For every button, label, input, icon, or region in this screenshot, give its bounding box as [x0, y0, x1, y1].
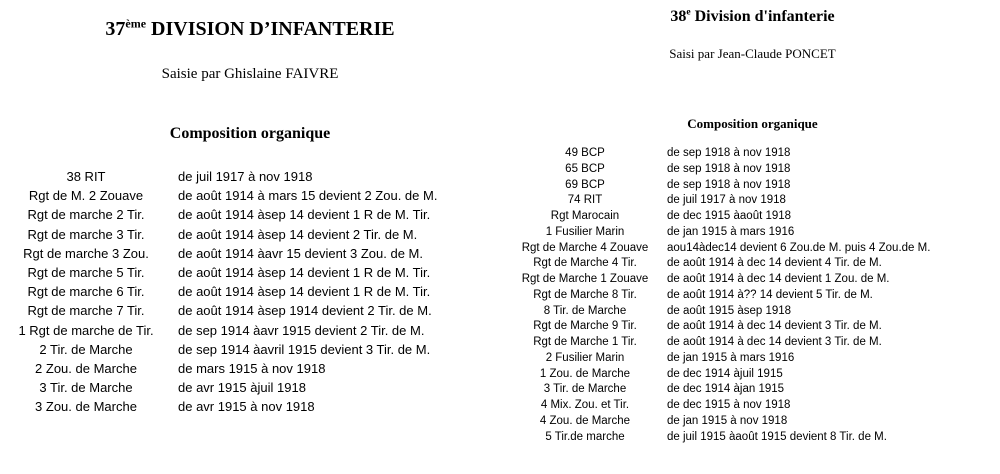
unit-name: 1 Fusilier Marin: [545, 225, 625, 238]
division-37-section-title: Composition organique: [169, 125, 331, 142]
division-37-title: [0, 18, 500, 41]
unit-name: Rgt de Marche 8 Tir.: [533, 288, 637, 301]
unit-period: de avr 1915 àjuil 1918: [178, 380, 306, 396]
unit-period: de jan 1915 à mars 1916: [667, 351, 795, 364]
unit-period: de mars 1915 à nov 1918: [178, 360, 326, 376]
title-text: DIVISION D’INFANTERIE: [146, 18, 395, 40]
title-ordinal-suffix: ème: [125, 16, 147, 31]
unit-name: Rgt de marche 3 Zou.: [23, 245, 149, 261]
division-37-author: Saisie par Ghislaine FAIVRE: [161, 66, 339, 82]
unit-period: de août 1914 à?? 14 devient 5 Tir. de M.: [667, 288, 873, 301]
unit-name: 1 Zou. de Marche: [539, 367, 631, 380]
unit-name: Rgt de marche 6 Tir.: [27, 284, 145, 300]
division-38-document: [505, 0, 1000, 474]
unit-name: Rgt de marche 2 Tir.: [27, 207, 145, 223]
title-number: 38: [670, 8, 687, 25]
unit-name: 3 Tir. de Marche: [39, 380, 133, 396]
unit-name: 69 BCP: [565, 178, 605, 191]
unit-period: de août 1914 àavr 15 devient 3 Zou. de M.: [178, 245, 424, 261]
unit-name: Rgt de M. 2 Zouave: [28, 188, 144, 204]
unit-name: 2 Tir. de Marche: [39, 341, 133, 357]
unit-period: de avr 1915 à nov 1918: [178, 399, 315, 415]
title-number: 37: [105, 18, 126, 40]
unit-name: 4 Mix. Zou. et Tir.: [540, 399, 630, 411]
unit-period: de juil 1915 àaoût 1915 devient 8 Tir. de M.: [667, 430, 887, 443]
unit-name: Rgt de marche 5 Tir.: [27, 264, 145, 280]
unit-period: de dec 1915 àaoût 1918: [667, 210, 792, 222]
unit-period: de sep 1918 à nov 1918: [667, 178, 791, 191]
title-text: Division d'infanterie: [690, 8, 835, 25]
unit-period: de sep 1914 àavr 1915 devient 2 Tir. de M.: [178, 322, 425, 338]
unit-period: de août 1914 àsep 14 devient 2 Tir. de M.: [178, 226, 418, 242]
unit-name: 3 Tir. de Marche: [543, 383, 627, 396]
unit-name: 2 Fusilier Marin: [545, 351, 625, 364]
unit-name: 4 Zou. de Marche: [539, 414, 631, 427]
unit-name: 8 Tir. de Marche: [543, 304, 627, 317]
unit-name: 2 Zou. de Marche: [35, 360, 137, 376]
unit-period: de dec 1915 à nov 1918: [667, 399, 791, 411]
unit-name: 74 RIT: [567, 194, 603, 207]
unit-name: 38 RIT: [66, 169, 106, 184]
unit-period: de août 1914 àsep 1914 devient 2 Tir. de M.: [178, 303, 432, 319]
unit-period: de dec 1914 àjuil 1915: [667, 367, 783, 380]
unit-name: 65 BCP: [565, 162, 605, 175]
unit-period: de août 1914 àsep 14 devient 1 R de M. Tir.: [178, 207, 431, 223]
division-38-section-title: Composition organique: [687, 116, 818, 131]
unit-period: de juil 1917 à nov 1918: [178, 169, 313, 184]
unit-period: de août 1914 à dec 14 devient 3 Tir. de M.: [667, 320, 882, 333]
unit-period: de août 1914 àsep 14 devient 1 R de M. Tir.: [178, 284, 431, 300]
unit-period: de sep 1918 à nov 1918: [667, 162, 791, 175]
unit-period: de jan 1915 à mars 1916: [667, 225, 795, 238]
division-38-title: [505, 8, 1000, 26]
unit-name: 3 Zou. de Marche: [35, 399, 137, 415]
title-ordinal-suffix: e: [686, 6, 691, 18]
unit-name: Rgt de marche 3 Tir.: [27, 226, 145, 242]
unit-period: de août 1914 àsep 14 devient 1 R de M. Tir.: [178, 264, 431, 280]
unit-period: de août 1914 à dec 14 devient 1 Zou. de M.: [667, 273, 890, 285]
unit-name: Rgt de Marche 1 Tir.: [533, 336, 637, 348]
unit-period: de dec 1914 àjan 1915: [667, 383, 785, 396]
unit-period: de sep 1914 àavril 1915 devient 3 Tir. de M.: [178, 341, 431, 357]
unit-period: de août 1914 à dec 14 devient 4 Tir. de M.: [667, 257, 882, 270]
unit-name: Rgt de marche 7 Tir.: [27, 303, 145, 319]
unit-name: Rgt de Marche 1 Zouave: [521, 273, 649, 285]
unit-name: Rgt de Marche 4 Zouave: [521, 241, 649, 254]
unit-name: Rgt Marocain: [550, 210, 620, 222]
unit-period: de août 1915 àsep 1918: [667, 304, 792, 317]
unit-name: 49 BCP: [565, 147, 605, 159]
unit-period: de sep 1918 à nov 1918: [667, 147, 791, 159]
unit-period: aou14àdec14 devient 6 Zou.de M. puis 4 Zou.de M.: [667, 241, 931, 254]
unit-period: de jan 1915 à nov 1918: [667, 414, 788, 427]
unit-period: de juil 1917 à nov 1918: [667, 194, 786, 207]
unit-name: 5 Tir.de marche: [545, 430, 625, 443]
unit-period: de août 1914 à mars 15 devient 2 Zou. de M.: [178, 188, 438, 204]
unit-name: Rgt de Marche 9 Tir.: [533, 320, 637, 333]
unit-period: de août 1914 à dec 14 devient 3 Tir. de M.: [667, 336, 882, 348]
division-38-author: Saisi par Jean-Claude PONCET: [669, 46, 836, 61]
unit-name: 1 Rgt de marche de Tir.: [18, 322, 154, 338]
unit-name: Rgt de Marche 4 Tir.: [533, 257, 637, 270]
